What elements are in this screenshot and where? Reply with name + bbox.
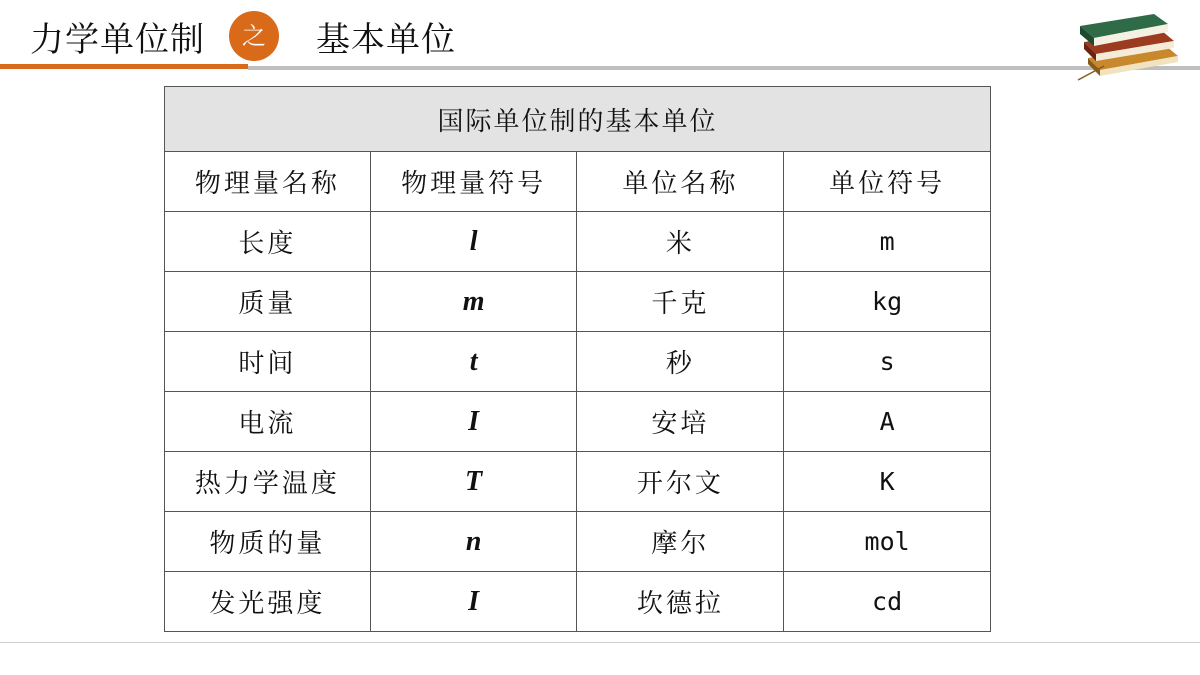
quantity-name: 发光强度	[165, 572, 371, 632]
table-row	[165, 332, 991, 392]
unit-symbol: A	[784, 392, 991, 452]
table-header-row	[165, 152, 991, 212]
unit-symbol: m	[784, 212, 991, 272]
quantity-name: 长度	[165, 212, 371, 272]
table-row	[165, 452, 991, 512]
quantity-name: 热力学温度	[165, 452, 371, 512]
table-row	[165, 392, 991, 452]
column-header: 单位名称	[577, 152, 784, 212]
table-caption-row	[165, 87, 991, 152]
table-row	[165, 272, 991, 332]
table-row	[165, 572, 991, 632]
unit-symbol: s	[784, 332, 991, 392]
stacked-books-icon	[1074, 6, 1184, 82]
base-units-table	[164, 86, 991, 632]
quantity-name: 时间	[165, 332, 371, 392]
quantity-symbol: T	[370, 452, 577, 512]
quantity-symbol: t	[370, 332, 577, 392]
unit-symbol: cd	[784, 572, 991, 632]
unit-name: 摩尔	[577, 512, 784, 572]
column-header: 物理量名称	[165, 152, 371, 212]
unit-symbol: mol	[784, 512, 991, 572]
quantity-symbol: m	[370, 272, 577, 332]
slide-subtitle: 基本单位	[316, 20, 456, 60]
unit-name: 坎德拉	[577, 572, 784, 632]
unit-name: 安培	[577, 392, 784, 452]
unit-name: 秒	[577, 332, 784, 392]
column-header: 单位符号	[784, 152, 991, 212]
header-rule	[248, 66, 1200, 70]
quantity-name: 电流	[165, 392, 371, 452]
quantity-name: 物质的量	[165, 512, 371, 572]
quantity-name: 质量	[165, 272, 371, 332]
title-badge: 之	[229, 11, 279, 61]
unit-name: 米	[577, 212, 784, 272]
column-header: 物理量符号	[370, 152, 577, 212]
unit-symbol: kg	[784, 272, 991, 332]
quantity-symbol: I	[370, 392, 577, 452]
unit-name: 千克	[577, 272, 784, 332]
table-caption: 国际单位制的基本单位	[165, 87, 991, 152]
table-row	[165, 512, 991, 572]
table-row	[165, 212, 991, 272]
quantity-symbol: l	[370, 212, 577, 272]
unit-name: 开尔文	[577, 452, 784, 512]
slide-title: 力学单位制	[30, 20, 205, 60]
quantity-symbol: n	[370, 512, 577, 572]
quantity-symbol: I	[370, 572, 577, 632]
footer-rule	[0, 642, 1200, 643]
unit-symbol: K	[784, 452, 991, 512]
header-accent-bar	[0, 64, 248, 69]
